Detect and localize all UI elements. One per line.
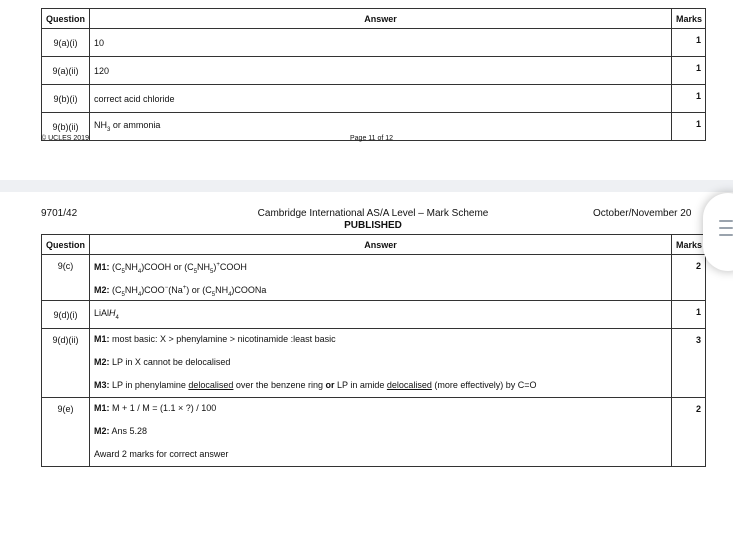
- answer-cell: 10: [90, 29, 672, 57]
- published-label: PUBLISHED: [344, 220, 402, 231]
- answer-line-m1: M1: $(C_5NH_4)COOH$ or $(C_5NH_5)^+COOH$: [94, 262, 247, 275]
- document-title: [255, 208, 491, 232]
- table-row-9c: [42, 255, 706, 301]
- marks-cell: 1: [672, 85, 706, 113]
- table-row-9dii: [42, 329, 706, 398]
- marks-cell: 2: [672, 255, 706, 301]
- menu-icon: [719, 220, 733, 241]
- answer-cell: [90, 329, 672, 398]
- table-header-row: [42, 235, 706, 255]
- table-row: [42, 29, 706, 57]
- answer-cell: [90, 255, 672, 301]
- answer-line-m2: M2: $(C_5NH_4)COO^-(Na^+)$ or $(C_5NH_4)COONa$: [94, 285, 267, 298]
- header-answer: Answer: [90, 9, 672, 29]
- answer-cell: $NH_3$ or ammonia: [90, 113, 672, 141]
- answer-cell: LiAlH$_4$: [90, 301, 672, 329]
- header-answer: Answer: [90, 235, 672, 255]
- question-cell: 9(c): [42, 255, 90, 301]
- answer-cell: [90, 398, 672, 467]
- document-title-text: Cambridge International AS/A Level – Mark Scheme: [257, 208, 489, 219]
- marks-cell: 1: [672, 57, 706, 85]
- question-cell: 9(a)(i): [42, 29, 90, 57]
- answer-line-m2: M2: LP in X cannot be delocalised: [94, 357, 231, 367]
- answer-cell: 120: [90, 57, 672, 85]
- marks-cell: 1: [672, 301, 706, 329]
- header-marks: Marks: [672, 235, 706, 255]
- table-row: [42, 85, 706, 113]
- header-question: Question: [42, 9, 90, 29]
- table-row: [42, 57, 706, 85]
- page-11: [0, 0, 733, 180]
- page-gap: [0, 180, 733, 192]
- question-cell: 9(b)(i): [42, 85, 90, 113]
- mark-scheme-table-page-11: [41, 8, 706, 141]
- marks-cell: 2: [672, 398, 706, 467]
- copyright-footer: © UCLES 2019: [41, 135, 89, 142]
- answer-cell: correct acid chloride: [90, 85, 672, 113]
- mark-scheme-table-page-12: [41, 234, 706, 467]
- header-question: Question: [42, 235, 90, 255]
- marks-cell: 3: [672, 329, 706, 398]
- marks-cell: 1: [672, 29, 706, 57]
- marks-cell: 1: [672, 113, 706, 141]
- floating-menu-button[interactable]: [703, 193, 733, 271]
- question-cell: 9(e): [42, 398, 90, 467]
- question-cell: 9(b)(ii): [42, 113, 90, 141]
- answer-line-m3: M3: LP in phenylamine delocalised over the benzene ring or LP in amide delocalised (more effectively) by C=O: [94, 380, 537, 390]
- table-row-9di: [42, 301, 706, 329]
- answer-line-m1: M1: most basic: X > phenylamine > nicotinamide :least basic: [94, 334, 336, 344]
- exam-session: October/November 20: [593, 208, 692, 219]
- table-header-row: [42, 9, 706, 29]
- syllabus-code: 9701/42: [41, 208, 78, 219]
- header-marks: Marks: [672, 9, 706, 29]
- answer-line-m1: M1: M + 1 / M = (1.1 × ?) / 100: [94, 403, 217, 413]
- page-number: Page 11 of 12: [350, 135, 394, 142]
- award-note: Award 2 marks for correct answer: [94, 449, 229, 459]
- answer-line-m2: M2: Ans 5.28: [94, 426, 148, 436]
- question-cell: 9(d)(ii): [42, 329, 90, 398]
- question-cell: 9(a)(ii): [42, 57, 90, 85]
- question-cell: 9(d)(i): [42, 301, 90, 329]
- table-row-9e: [42, 398, 706, 467]
